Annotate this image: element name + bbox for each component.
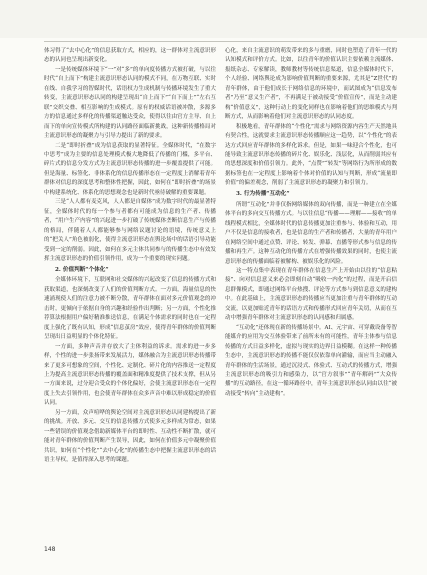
paragraph: 一是传统媒体环境下“一”对“多”的单向度传播方式被打破，与以往时代“自上而下”构建主流意识形态认同的模式不同，在万物互联、实时在线、自我学习的智媒时代，话语权力生成机制与传播环境发生了重大转变，主流意识形态认同的构建呈现出“自上而下”“自下而上”“左右互联”交织交叠、相互影响的生成模式。原有的权威话语被冲散，多源多方的信息通过多样化的传播渠道触达受众，使得以往由官方主导、自上而下的单向宣传模式所构建的认同路径面临新挑战，这种新传播格局对主流意识形态的凝聚力与引导力提出了新的要求。 <box>44 66 216 140</box>
section-heading: 2. 价值判断“个体化” <box>55 266 109 273</box>
paragraph: 三是“人人都有麦克风，人人都是自媒体”成为数字时代的最显著特征，全媒体时代的每一个参与者都有可能成为信息的生产者、传播者，“用户生产内容”的兴起进一步打破了传统媒体垄断信息生产与传播的格局，伴随着人人都能够参与网络议题讨论的语境，传统意义上的“把关人”角色被弱化，使得主流意识形态在舆论场中的话语引导功能受到一定的削弱。因此，如何在多元主体共同参与的传播生态中有效发挥主流意识形态的价值引领作用，成为一个重要的现实问题。 <box>44 199 216 262</box>
paragraph: 心化，来自主流意识的萌发带来的多与重磨，同时也塑造了青年一代的认知模式和评价方式。比如，以往青年的价值认识主要依赖主流媒体、报纸杂志、专家解读，教师教材等传统信息渠道，信息全媒体时代下，个人经验、网络舆论成为影响价值判断的重要来源，尤其是“Z世代”的青年群体，由于他们成长于网络信息的环境中，而试图成为“信息发布者”乃至“意义生产者”，不再满足于被动接受“价值宣传”，而是主动建构“价值意义”，这种行动上的变化同样也在影响着他们的思维模式与判断方式，从而影响着他们对主流意识形态的认同态度。 <box>225 48 397 121</box>
left-text-column <box>44 47 216 465</box>
paragraph: 全媒体环境下，互联网和社交媒体的兴起改变了信息的传播方式和获取渠道，也深刻改变了人们的价值判断方式。一方面，海量信息的快速涌现使人们的注意力被不断分散，青年群体在面对多元价值观念的冲击时，更倾向于依据自身的兴趣和经验作出判断；另一方面，个性化推荐算法根据用户偏好精准推送信息，在满足个体需求的同时也在一定程度上强化了既有认知，形成“信息茧房”效应，使得青年群体的价值判断呈现出日益明显的个体化特征。 <box>44 277 216 341</box>
section-heading: 3. 行为传播“互动化” <box>236 191 290 198</box>
right-text-column <box>225 47 397 399</box>
header-rule <box>44 41 397 42</box>
page-header-band <box>0 0 427 38</box>
paragraph: 体习得了“去中心化”的信息获取方式，相应的，这一群体对主流意识形态的认同也呈现出新变化。 <box>44 48 216 64</box>
paragraph: 积极地看，青年群体的“个性化”需求与网络资源内容生产天然地具有契合性，这就要求主流意识形态传播顺应这一趋势，以“个性化”的表达方式回应青年群体的多样化诉求。但是，如果一味迎合个性化，也可能导致主流意识形态传播的碎片化、娱乐化、浅层化，从而削弱其应有的思想深度和价值引领力。此外，“点赞”“转发”等网络行为所形成的数据标签也在一定程度上影响着个体对价值的认知与判断，形成“流量即价值”的偏差观念，削弱了主流意识形态的凝聚力和引领力。 <box>225 123 397 187</box>
paragraph: 另一方面，众声喧哗的舆论空间对主流意识形态认同建构提出了新的挑战。开放、多元、交互的信息传播方式使多元多样成为常态，如果一些错误的价值观念借助新媒体平台的即时性、互动性不断扩散，就可能对青年群体的价值判断产生误导，因此，如何在价值多元中凝聚价值共识，如何在“个性化”“去中心化”的传播生态中把握主流意识形态的话语主导权，是值得深入思考的课题。 <box>44 409 216 464</box>
page-number: 148 <box>44 546 56 553</box>
paragraph: “互动化”还体现在新的传播场景中。AI、元宇宙、可穿戴设备等智能媒介的应用为交互体验带来了前所未有的可能性，青年主体参与信息传播的方式日益多样化，虚拟与现实的边界日益模糊。在这样一种传播生态中，主流意识形态的传播不能仅仅依靠单向灌输，而应当主动融入青年群体的生活场景，通过沉浸式、体验式、互动式的传播方式，增强主流意识形态的吸引力和感染力，以“官方叙事”“青年解码”“大众传播”的互动路径，在这一循环路径中，青年主流意识形态认同由以往“被动接受”转向“主动建构”。 <box>225 324 397 397</box>
paragraph: 所谓“互动化”并非仅指网络媒体的双向传播，而是一种建立在全媒体平台的多向交互传播方式。与以往信息“传播——理解——接收”的单线程模式相比，全媒体时代的信息传播更加注重参与、体验和互动，用户不仅是信息的接收者，也是信息的生产者和传播者，大量的青年用户在网络空间中通过点赞、评论、转发、弹幕、直播等形式参与信息的传播和再生产。这种互动化的传播方式在增强传播效果的同时，也使主流意识形态的传播面临着被解构、被娱乐化的风险。 <box>225 201 397 265</box>
paragraph: 二是“即时折叠”成为信息获取的显著特征。全媒体时代，“在数字中思考”成为主要的信息处理模式极大地降低了传播的门槛，多平台、碎片式的信息分发方式为主流意识形态传播的进一步覆盖提供了可能。但是海量、标签化、非体系化的信息传播形态在一定程度上消解着青年群体对信息的深度思考和整体性把握，因此，如何在“即时折叠”的场景中构建系统化、体系化的思想观念也是新时代亟待破解的重要课题。 <box>44 142 216 196</box>
paragraph: 这一特点集中表现在青年群体在信息生产上开始由以往的“信息粘接”、向对信息意义来必会即刻自动“吸收一内化”的过程，而是开启信息群像模式，即通过网络平台热搜、评论等方式参与到信息意义的建构中。在此基础上，主流意识形态的传播应当更加注重与青年群体的互动交流，以更加贴近青年的话语方式和传播形式回应青年关切，从而在互动中增强青年群体对主流意识形态的认同感和归属感。 <box>225 267 397 322</box>
paragraph: 一方面，多种声音并存放大了主体利益的诉求。需求的进一步多样，个性的进一步张扬带来发展活力，媒体融合为主流意识形态传播带来了更多可想象的空间，个性化、定制化、碎片化的内容推送一定程度上为提高主流意识形态传播的覆盖面和精准度提供了技术支撑，但从另一方面来说，过分迎合受众的个体化偏好，会使主流意识形态在一定程度上失去引领作用，也会使青年群体在众多声音中难以形成稳定的价值认同。 <box>44 343 216 407</box>
